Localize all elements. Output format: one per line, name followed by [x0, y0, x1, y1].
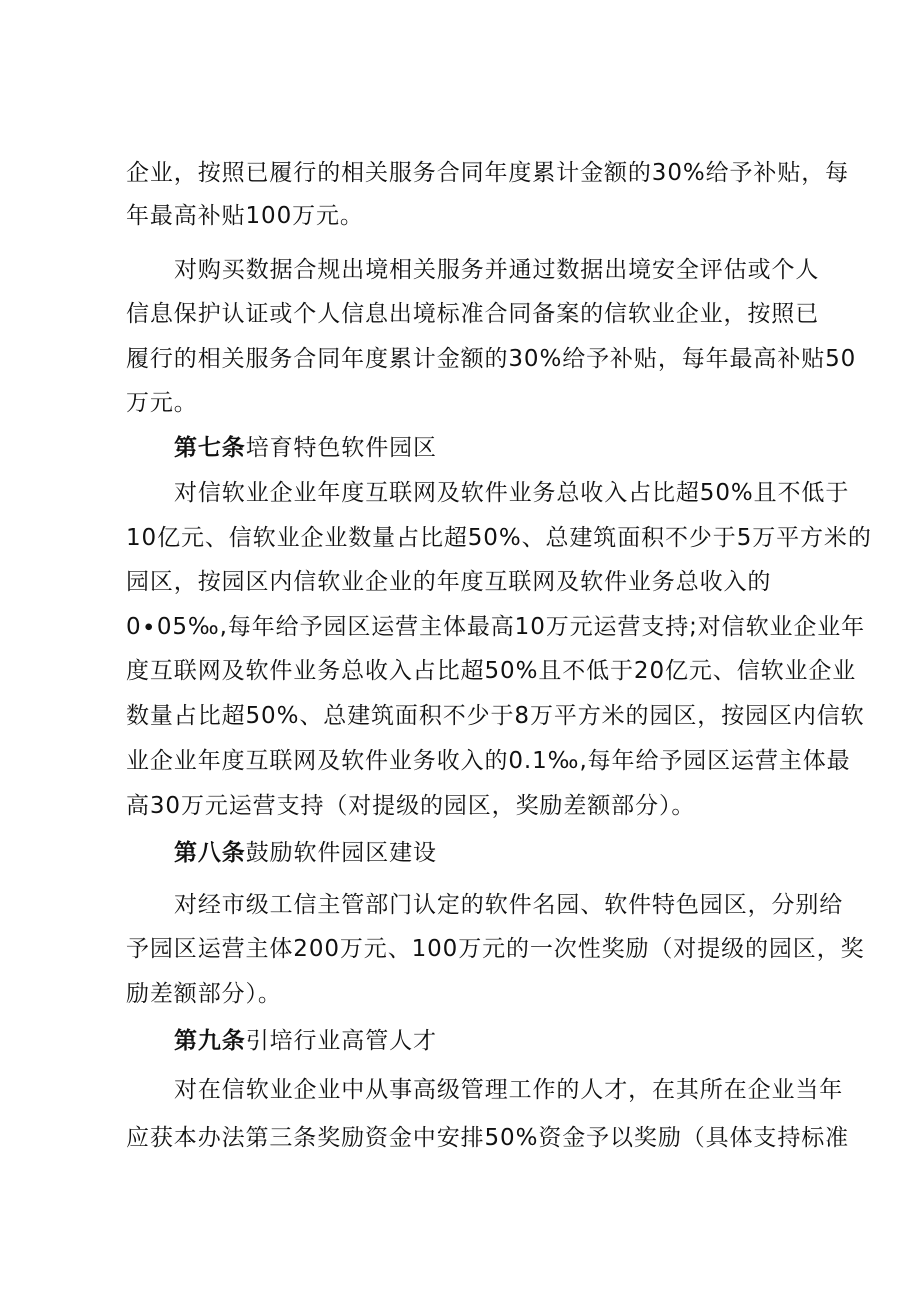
paragraph-line: 对经市级工信主管部门认定的软件名园、软件特色园区，分别给	[174, 892, 844, 918]
article-heading-7	[174, 428, 816, 468]
article-title: 培育特色软件园区	[245, 435, 437, 461]
paragraph-line: 0∙05‰,每年给予园区运营主体最高10万元运营支持;对信软业企业年	[126, 614, 866, 640]
paragraph-line: 年最高补贴100万元。	[126, 203, 364, 229]
paragraph-line: 数量占比超50%、总建筑面积不少于8万平方米的园区，按园区内信软	[126, 703, 865, 729]
article-heading-9	[174, 1021, 816, 1061]
paragraph-line: 履行的相关服务合同年度累计金额的30%给予补贴，每年最高补贴50	[126, 346, 857, 372]
paragraph-line: 万元。	[126, 390, 198, 416]
paragraph-line: 园区，按园区内信软业企业的年度互联网及软件业务总收入的	[126, 569, 772, 595]
article-number: 第九条	[174, 1028, 246, 1054]
paragraph-line: 度互联网及软件业务总收入占比超50%且不低于20亿元、信软业企业	[126, 658, 857, 684]
paragraph-line: 对购买数据合规出境相关服务并通过数据出境安全评估或个人	[174, 257, 820, 283]
paragraph-line: 高30万元运营支持（对提级的园区，奖励差额部分）。	[126, 793, 696, 819]
paragraph-line: 10亿元、信软业企业数量占比超50%、总建筑面积不少于5万平方米的	[126, 525, 872, 551]
paragraph-line: 信息保护认证或个人信息出境标准合同备案的信软业企业，按照已	[126, 301, 820, 327]
paragraph-line: 予园区运营主体200万元、100万元的一次性奖励（对提级的园区，奖	[126, 936, 865, 962]
paragraph-line: 励差额部分）。	[126, 981, 282, 1007]
paragraph-line: 业企业年度互联网及软件业务收入的0.1‰,每年给予园区运营主体最	[126, 748, 851, 774]
article-number: 第八条	[174, 840, 246, 866]
paragraph-line: 应获本办法第三条奖励资金中安排50%资金予以奖励（具体支持标准	[126, 1125, 850, 1151]
article-title: 引培行业高管人才	[245, 1028, 437, 1054]
article-number: 第七条	[174, 435, 246, 461]
paragraph-line: 对信软业企业年度互联网及软件业务总收入占比超50%且不低于	[174, 480, 850, 506]
paragraph-line: 对在信软业企业中从事高级管理工作的人才，在其所在企业当年	[174, 1077, 844, 1103]
paragraph-line: 企业，按照已履行的相关服务合同年度累计金额的30%给予补贴，每	[126, 160, 850, 186]
article-heading-8	[174, 833, 816, 873]
article-title: 鼓励软件园区建设	[245, 840, 437, 866]
